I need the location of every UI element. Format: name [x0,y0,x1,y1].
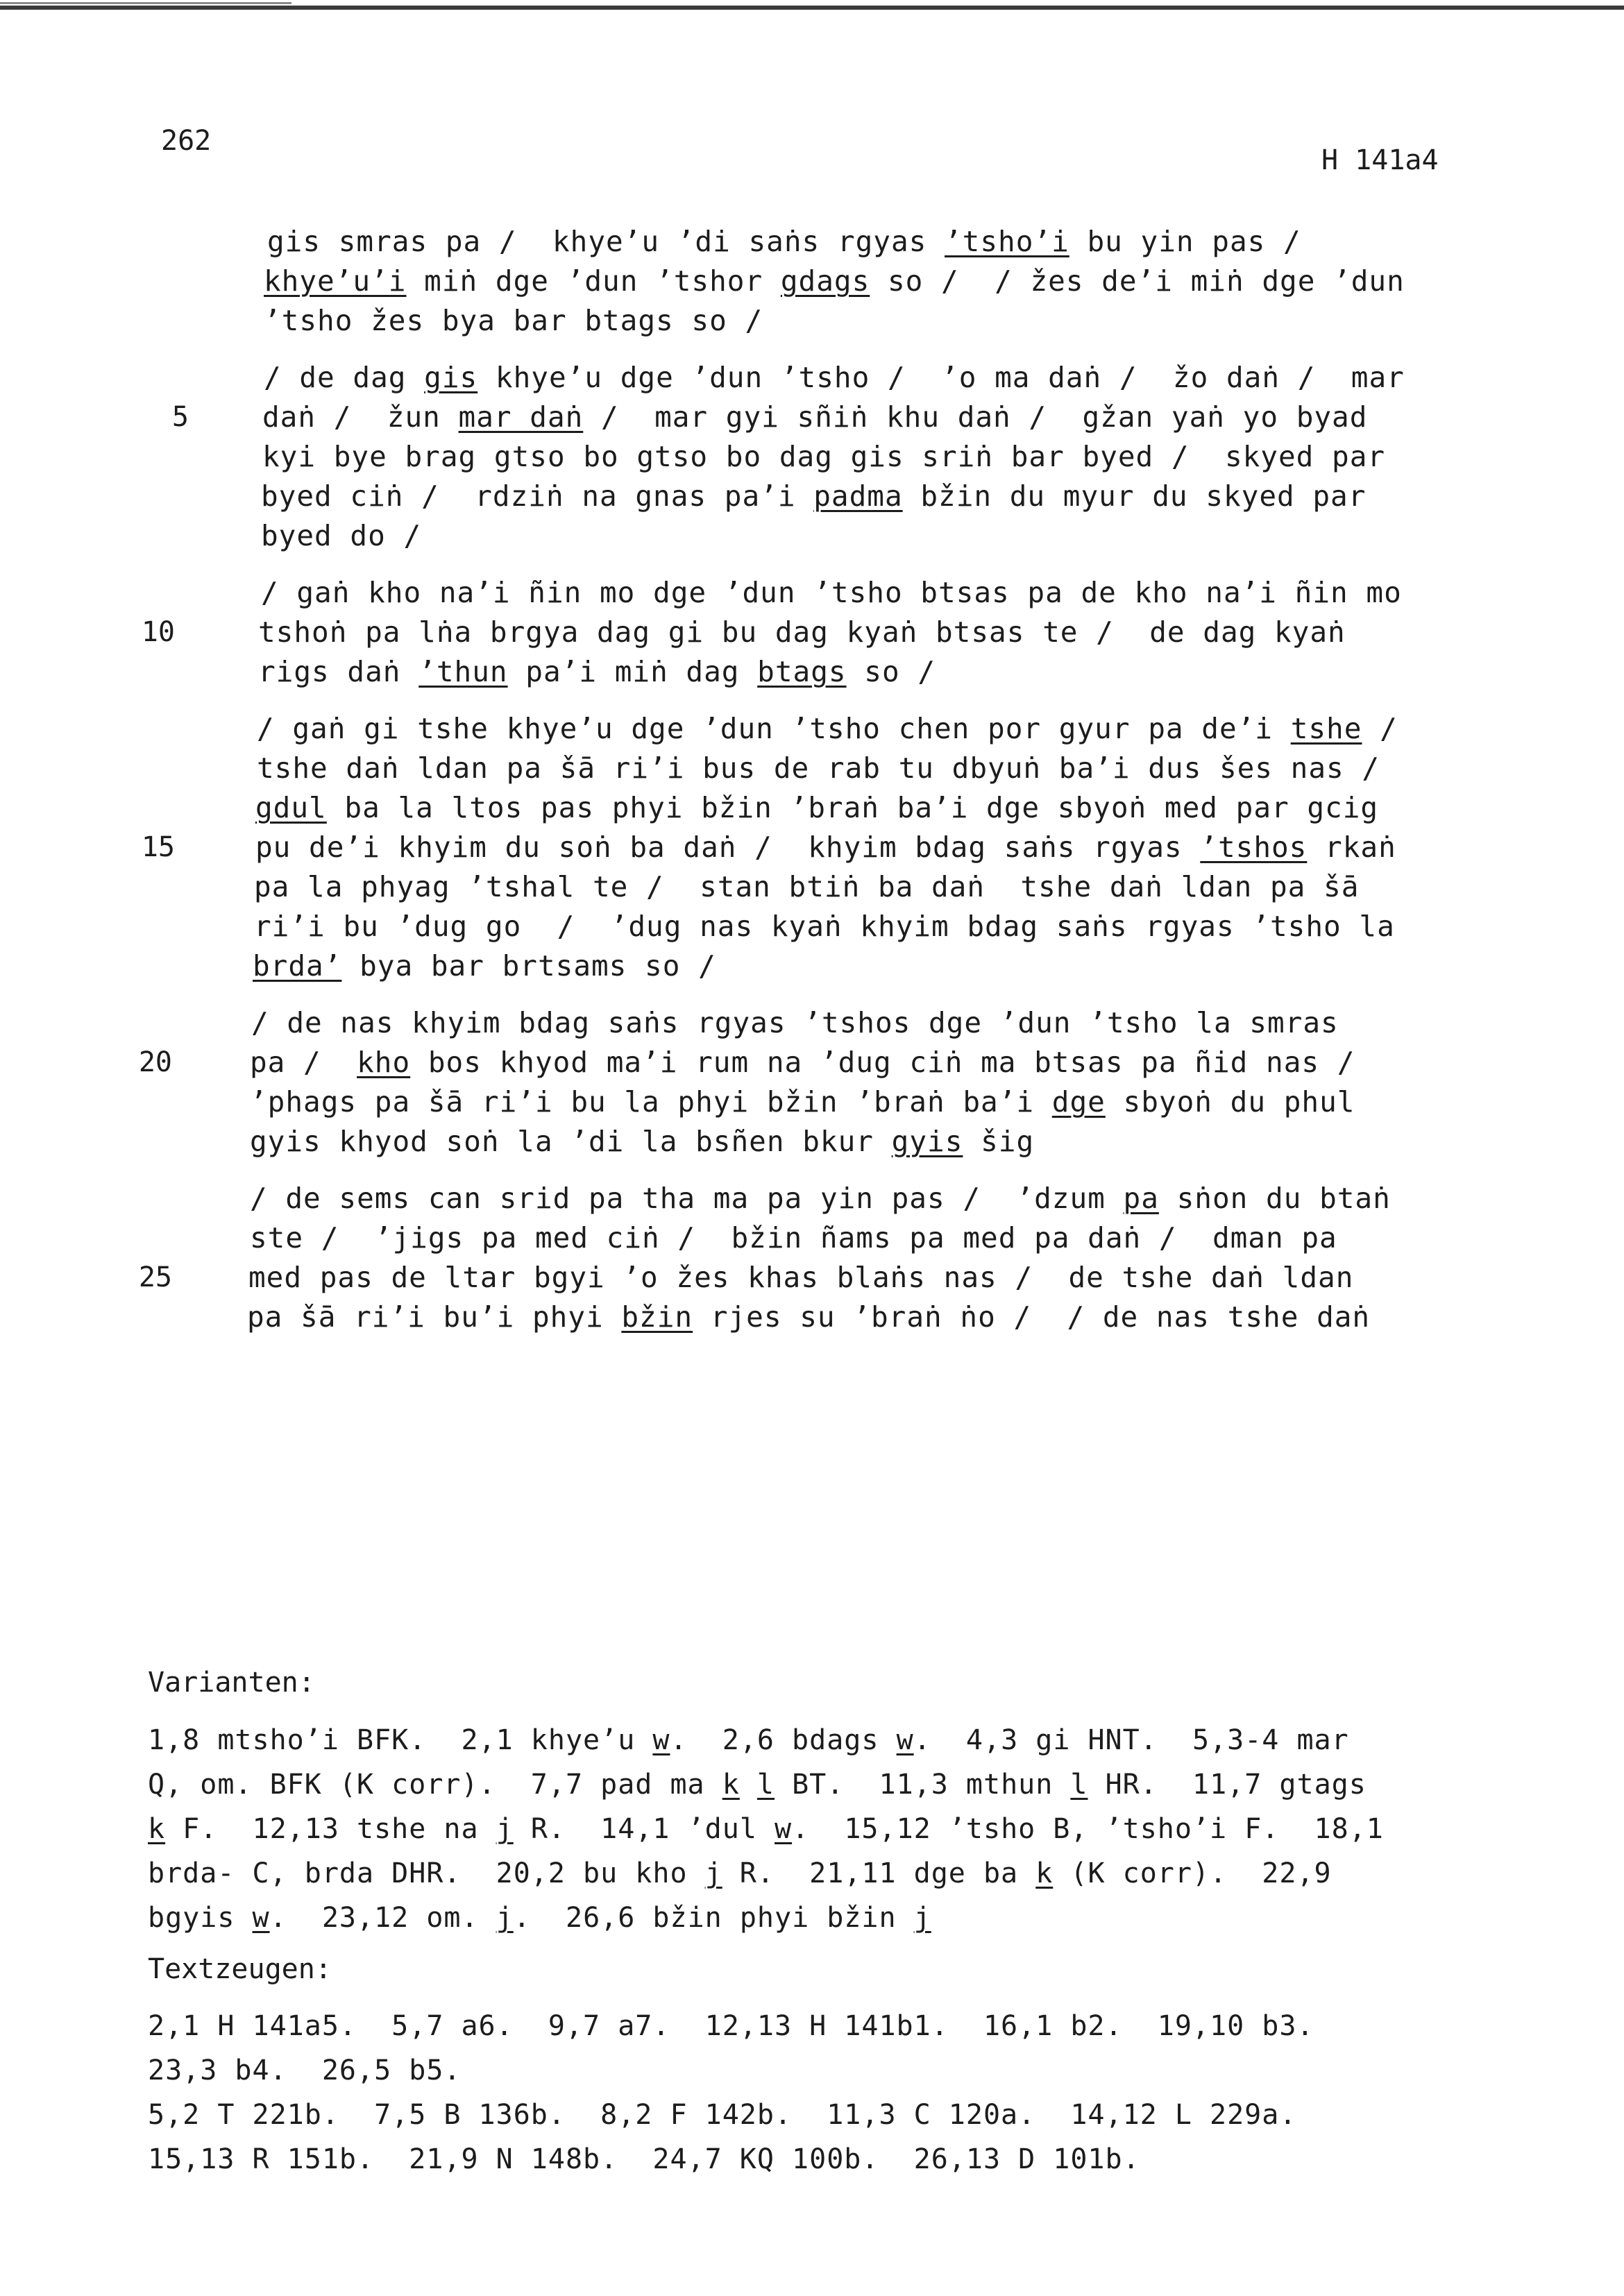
apparatus-line: 2,1 H 141a5. 5,7 a6. 9,7 a7. 12,13 H 141b1. 16,1 b2. 19,10 b3. [148,2010,1314,2042]
underlined-word: l [1070,1769,1088,1801]
apparatus-line: Q, om. BFK (K corr). 7,7 pad ma k l BT. 11,3 mthun l HR. 11,7 gtags [148,1769,1367,1801]
apparatus-line: 15,13 R 151b. 21,9 N 148b. 24,7 KQ 100b. 26,13 D 101b. [148,2143,1140,2175]
apparatus-line: 1,8 mtsho’i BFK. 2,1 khye’u w. 2,6 bdags w. 4,3 gi HNT. 5,3-4 mar [148,1724,1349,1756]
underlined-word: gyis [891,1125,963,1158]
underlined-word: j [496,1902,514,1934]
text-line: pu de’i khyim du soṅ ba daṅ / khyim bdag saṅs rgyas ’tshos rkaṅ [255,831,1396,864]
underlined-word: gdags [780,264,870,298]
underlined-word: w [896,1724,914,1756]
underlined-word: w [252,1902,270,1934]
underlined-word: khye’u’i [264,264,407,298]
scan-edge-shadow [0,2,291,4]
text-line: pa / kho bos khyod ma’i rum na ’dug ciṅ ma btsas pa ñid nas / [250,1046,1355,1079]
text-line: / gaṅ kho na’i ñin mo dge ’dun ’tsho btsas pa de kho na’i ñin mo [261,576,1402,609]
text-line: kyi bye brag gtso bo gtso bo dag gis sriṅ bar byed / skyed par [262,440,1386,473]
text-line: daṅ / žun mar daṅ / mar gyi sñiṅ khu daṅ / gžan yaṅ yo byad [262,400,1368,434]
line-number: 20 [138,1046,172,1078]
underlined-word: tshe [1290,712,1362,745]
line-number: 25 [138,1261,172,1293]
text-line: pa la phyag ’tshal te / stan btiṅ ba daṅ tshe daṅ ldan pa šā [254,870,1360,903]
underlined-word: ’thun [418,655,508,688]
underlined-word: kho [357,1046,411,1079]
page-reference: H 141a4 [1321,144,1439,176]
underlined-word: mar daṅ [458,400,584,434]
underlined-word: w [652,1724,670,1756]
page-number: 262 [161,125,212,157]
underlined-word: brda’ [253,949,342,983]
text-line: ste / ’jigs pa med ciṅ / bžin ñams pa med pa daṅ / dman pa [250,1221,1337,1255]
underlined-word: j [913,1902,931,1934]
underlined-word: j [496,1813,514,1845]
text-line: / gaṅ gi tshe khye’u dge ’dun ’tsho chen por gyur pa de’i tshe / [257,712,1398,745]
text-line: gis smras pa / khye’u ’di saṅs rgyas ’tsho’i bu yin pas / [267,225,1301,258]
text-line: pa šā ri’i bu’i phyi bžin rjes su ’braṅ ṅo / / de nas tshe daṅ [247,1300,1371,1334]
underlined-word: k [148,1813,166,1845]
underlined-word: k [1035,1857,1054,1889]
text-line: gdul ba la ltos pas phyi bžin ’braṅ ba’i dge sbyoṅ med par gcig [255,791,1379,824]
text-line: byed do / [261,519,422,552]
line-number: 10 [141,616,175,648]
text-line: / de dag gis khye’u dge ’dun ’tsho / ’o ma daṅ / žo daṅ / mar [264,361,1405,394]
scan-top-edge [0,6,1624,10]
text-line: ’tsho žes bya bar btags so / [264,304,763,337]
apparatus-line: brda- C, brda DHR. 20,2 bu kho j R. 21,11 dge ba k (K corr). 22,9 [148,1857,1332,1889]
variants-heading: Varianten: [148,1667,315,1699]
underlined-word: bžin [621,1300,693,1334]
text-line: / de sems can srid pa tha ma pa yin pas / ’dzum pa sṅon du btaṅ [250,1182,1391,1215]
underlined-word: padma [813,479,903,513]
text-line: byed ciṅ / rdziṅ na gnas pa’i padma bžin du myur du skyed par [261,479,1367,513]
apparatus-line: 23,3 b4. 26,5 b5. [148,2055,462,2086]
underlined-word: gis [424,361,478,394]
underlined-word: dge [1051,1085,1106,1119]
text-line: / de nas khyim bdag saṅs rgyas ’tshos dge ’dun ’tsho la smras [251,1006,1339,1039]
underlined-word: btags [757,655,847,688]
underlined-word: ’tshos [1200,831,1308,864]
text-line: ’phags pa šā ri’i bu la phyi bžin ’braṅ ba’i dge sbyoṅ du phul [250,1085,1355,1119]
apparatus-line: bgyis w. 23,12 om. j. 26,6 bžin phyi bžin j [148,1902,931,1934]
underlined-word: pa [1123,1182,1159,1215]
text-line: khye’u’i miṅ dge ’dun ’tshor gdags so / / žes de’i miṅ dge ’dun [264,264,1405,298]
text-line: rigs daṅ ’thun pa’i miṅ dag btags so / [258,655,936,688]
underlined-word: w [774,1813,793,1845]
underlined-word: l [756,1769,775,1801]
apparatus-line: 5,2 T 221b. 7,5 B 136b. 8,2 F 142b. 11,3 C 120a. 14,12 L 229a. [148,2099,1297,2131]
witnesses-heading: Textzeugen: [148,1953,332,1985]
line-number: 5 [171,401,189,433]
text-line: brda’ bya bar brtsams so / [253,949,716,983]
underlined-word: ’tsho’i [945,225,1069,258]
line-number: 15 [141,831,175,863]
text-line: gyis khyod soṅ la ’di la bsñen bkur gyis šig [250,1125,1035,1158]
underlined-word: j [704,1857,722,1889]
underlined-word: gdul [255,791,327,824]
apparatus-line: k F. 12,13 tshe na j R. 14,1 ’dul w. 15,12 ’tsho B, ’tsho’i F. 18,1 [148,1813,1384,1845]
underlined-word: k [722,1769,740,1801]
text-line: med pas de ltar bgyi ’o žes khas blaṅs nas / de tshe daṅ ldan [248,1261,1354,1294]
text-line: tshoṅ pa lṅa brgya dag gi bu dag kyaṅ btsas te / de dag kyaṅ [258,615,1346,649]
text-line: tshe daṅ ldan pa šā ri’i bus de rab tu dbyuṅ ba’i dus šes nas / [257,751,1380,785]
text-line: ri’i bu ’dug go / ’dug nas kyaṅ khyim bdag saṅs rgyas ’tsho la [254,910,1395,943]
